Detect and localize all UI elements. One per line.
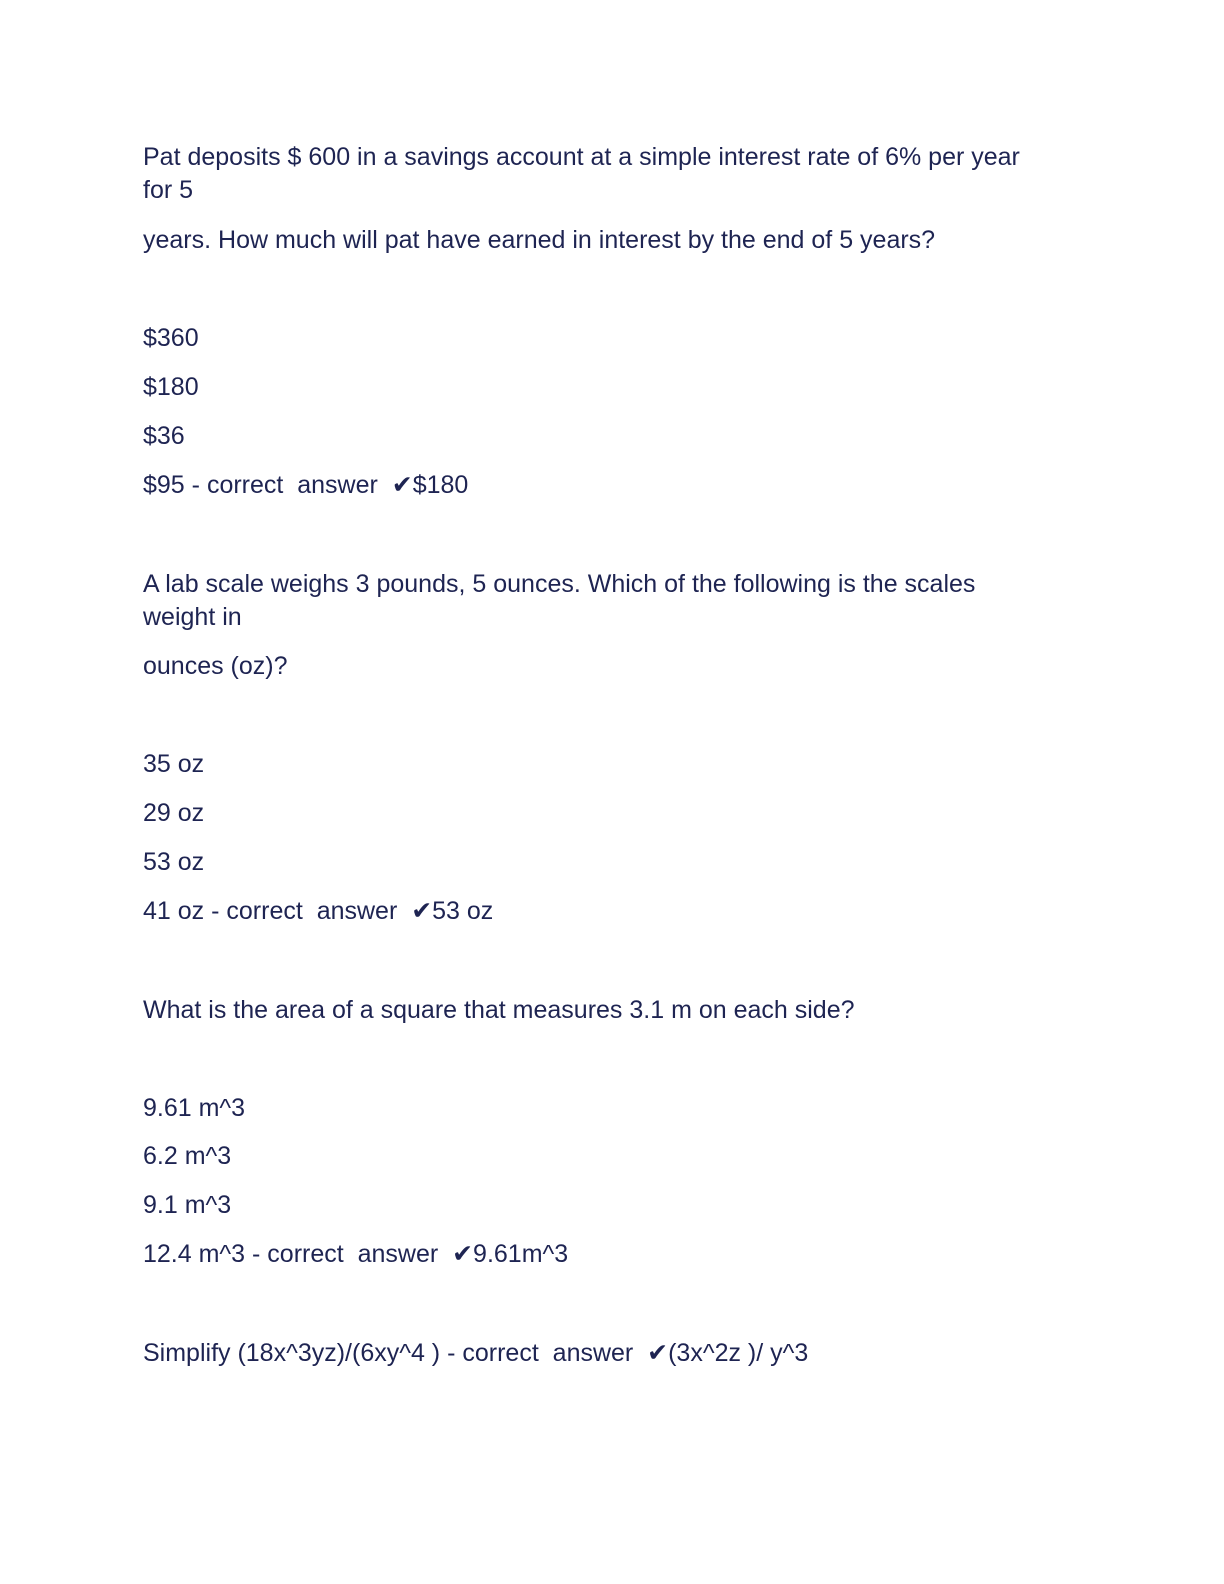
- correct-answer-label: - correct answer: [191, 471, 392, 499]
- question-2-option-c: 53 oz: [143, 848, 205, 876]
- question-1-option-d: $95: [143, 471, 185, 499]
- question-1-answer-line: [143, 469, 468, 502]
- question-1-prompt: [143, 141, 1043, 207]
- question-2-option-a: 35 oz: [143, 750, 205, 778]
- question-1-option-a: $360: [143, 324, 199, 352]
- question-4-prompt: Simplify (18x^3yz)/(6xy^4 ): [143, 1339, 441, 1367]
- document-page: [143, 0, 1063, 1584]
- question-2-answer: 53 oz: [432, 897, 494, 925]
- check-icon: ✔: [452, 1240, 474, 1268]
- question-1-option-c: $36: [143, 422, 185, 450]
- question-2-option-b: 29 oz: [143, 799, 205, 827]
- question-2-option-d: 41 oz: [143, 897, 205, 925]
- question-1-prompt-line1: Pat deposits $ 600 in a savings account at a simple interest rate of 6% per year for 5: [143, 143, 1020, 204]
- question-3-prompt: What is the area of a square that measures 3.1 m on each side?: [143, 996, 855, 1024]
- check-icon: ✔: [391, 471, 413, 499]
- question-4-answer-line: [143, 1337, 808, 1370]
- check-icon: ✔: [411, 897, 433, 925]
- question-3-answer-line: [143, 1238, 568, 1271]
- check-icon: ✔: [647, 1339, 669, 1367]
- question-1-option-b: $180: [143, 373, 199, 401]
- correct-answer-label: - correct answer: [447, 1339, 648, 1367]
- question-1-prompt-line2: years. How much will pat have earned in interest by the end of 5 years?: [143, 226, 936, 254]
- question-2-prompt-line2: ounces (oz)?: [143, 652, 288, 680]
- question-2-prompt: [143, 568, 1043, 634]
- question-3-answer: 9.61m^3: [473, 1240, 569, 1268]
- question-2-prompt-line1: A lab scale weighs 3 pounds, 5 ounces. Which of the following is the scales weight in: [143, 570, 976, 631]
- question-3-option-c: 9.1 m^3: [143, 1191, 232, 1219]
- question-1-answer: $180: [412, 471, 469, 499]
- correct-answer-label: - correct answer: [211, 897, 412, 925]
- question-3-option-a: 9.61 m^3: [143, 1094, 246, 1122]
- question-2-answer-line: [143, 895, 493, 928]
- question-3-option-b: 6.2 m^3: [143, 1142, 232, 1170]
- question-3-option-d: 12.4 m^3: [143, 1240, 246, 1268]
- correct-answer-label: - correct answer: [252, 1240, 453, 1268]
- question-4-answer: (3x^2z )/ y^3: [668, 1339, 809, 1367]
